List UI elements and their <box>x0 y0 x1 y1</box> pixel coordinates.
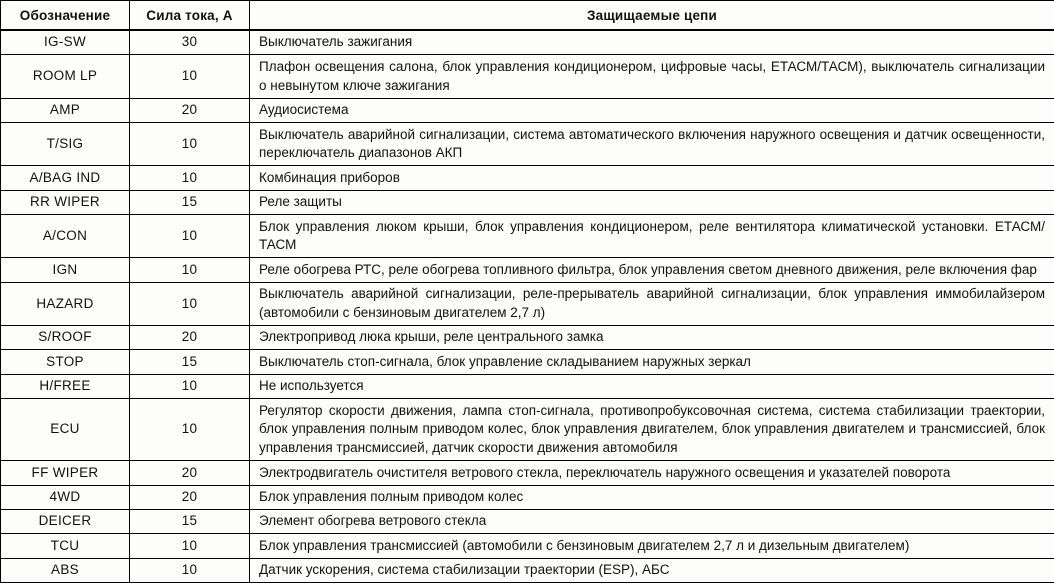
fuse-protected-circuits: Блок управления полным приводом колес <box>250 485 1054 509</box>
table-row <box>1 258 1054 282</box>
fuse-current-rating: 15 <box>130 350 250 374</box>
fuse-designation: RR WIPER <box>1 190 130 214</box>
fuse-current-rating: 15 <box>130 509 250 533</box>
fuse-designation: 4WD <box>1 485 130 509</box>
fuse-current-rating: 30 <box>130 30 250 55</box>
table-row <box>1 534 1054 558</box>
table-row <box>1 326 1054 350</box>
fuse-protected-circuits: Реле защиты <box>250 190 1054 214</box>
fuse-designation: AMP <box>1 98 130 122</box>
table-row <box>1 350 1054 374</box>
fuse-designation: DEICER <box>1 509 130 533</box>
fuse-current-rating: 10 <box>130 122 250 165</box>
fuse-designation: H/FREE <box>1 374 130 398</box>
fuse-protected-circuits: Выключатель аварийной сигнализации, реле-прерыватель аварийной сигнализации, блок управления иммобилайзером (автомобили с бензиновым двигателем 2,7 л) <box>250 282 1054 325</box>
fuse-protected-circuits: Выключатель стоп-сигнала, блок управление складыванием наружных зеркал <box>250 350 1054 374</box>
header-current: Сила тока, А <box>130 1 250 31</box>
table-row <box>1 98 1054 122</box>
fuse-current-rating: 10 <box>130 55 250 98</box>
fuse-current-rating: 10 <box>130 534 250 558</box>
fuse-current-rating: 20 <box>130 485 250 509</box>
fuse-current-rating: 10 <box>130 282 250 325</box>
fuse-protected-circuits: Блок управления трансмиссией (автомобили с бензиновым двигателем 2,7 л и дизельным двигателем) <box>250 534 1054 558</box>
fuse-protected-circuits: Выключатель зажигания <box>250 30 1054 55</box>
fuse-designation: T/SIG <box>1 122 130 165</box>
fuse-current-rating: 10 <box>130 374 250 398</box>
table-body <box>1 30 1054 583</box>
table-row <box>1 30 1054 55</box>
fuse-protected-circuits: Плафон освещения салона, блок управления кондиционером, цифровые часы, ЕТАСМ/ТАСМ), выключатель сигнализации о невынутом ключе зажигания <box>250 55 1054 98</box>
fuse-designation: ROOM LP <box>1 55 130 98</box>
fuse-designation: STOP <box>1 350 130 374</box>
fuse-designation: IGN <box>1 258 130 282</box>
table-row <box>1 558 1054 582</box>
fuse-current-rating: 10 <box>130 214 250 257</box>
fuse-current-rating: 10 <box>130 558 250 582</box>
table-row <box>1 485 1054 509</box>
fuse-current-rating: 10 <box>130 166 250 190</box>
table-row <box>1 398 1054 461</box>
fuse-designation: ECU <box>1 398 130 461</box>
fuse-protected-circuits: Датчик ускорения, система стабилизации траектории (ESP), АБС <box>250 558 1054 582</box>
fuse-protected-circuits: Аудиосистема <box>250 98 1054 122</box>
table-row <box>1 122 1054 165</box>
fuse-current-rating: 10 <box>130 398 250 461</box>
fuse-protected-circuits: Выключатель аварийной сигнализации, система автоматического включения наружного освещения и датчик освещенности, переключатель диапазонов АКП <box>250 122 1054 165</box>
header-circuits: Защищаемые цепи <box>250 1 1054 31</box>
fuse-designation: S/ROOF <box>1 326 130 350</box>
fuse-protected-circuits: Регулятор скорости движения, лампа стоп-сигнала, противопробуксовочная система, система стабилизации траектории, блок управления полным приводом колес, блок управления двигателем, блок управления двигателем и трансмиссией, блок управления трансмиссией, датчик скорости движения автомобиля <box>250 398 1054 461</box>
table-row <box>1 214 1054 257</box>
fuse-current-rating: 20 <box>130 461 250 485</box>
header-designation: Обозначение <box>1 1 130 31</box>
fuse-protected-circuits: Электродвигатель очистителя ветрового стекла, переключатель наружного освещения и указателей поворота <box>250 461 1054 485</box>
table-header-row <box>1 1 1054 31</box>
fuse-current-rating: 20 <box>130 98 250 122</box>
fuse-current-rating: 15 <box>130 190 250 214</box>
fuse-protected-circuits: Не используется <box>250 374 1054 398</box>
fuse-current-rating: 20 <box>130 326 250 350</box>
table-row <box>1 374 1054 398</box>
fuse-protected-circuits: Комбинация приборов <box>250 166 1054 190</box>
fuse-designation: FF WIPER <box>1 461 130 485</box>
table-row <box>1 190 1054 214</box>
fuse-designation: ABS <box>1 558 130 582</box>
fuse-designation: A/BAG IND <box>1 166 130 190</box>
table-row <box>1 166 1054 190</box>
fuse-current-rating: 10 <box>130 258 250 282</box>
table-row <box>1 461 1054 485</box>
fuse-designation: IG-SW <box>1 30 130 55</box>
fuse-protected-circuits: Реле обогрева РТС, реле обогрева топливного фильтра, блок управления светом дневного движения, реле включения фар <box>250 258 1054 282</box>
fuse-protected-circuits: Электропривод люка крыши, реле центрального замка <box>250 326 1054 350</box>
fuse-designation: TCU <box>1 534 130 558</box>
fuse-protected-circuits: Блок управления люком крыши, блок управления кондиционером, реле вентилятора климатической установки. ЕТАСМ/ТАСМ <box>250 214 1054 257</box>
fuse-designation: HAZARD <box>1 282 130 325</box>
table-row <box>1 282 1054 325</box>
fuse-designation: A/CON <box>1 214 130 257</box>
table-row <box>1 55 1054 98</box>
fuse-protected-circuits: Элемент обогрева ветрового стекла <box>250 509 1054 533</box>
table-row <box>1 509 1054 533</box>
